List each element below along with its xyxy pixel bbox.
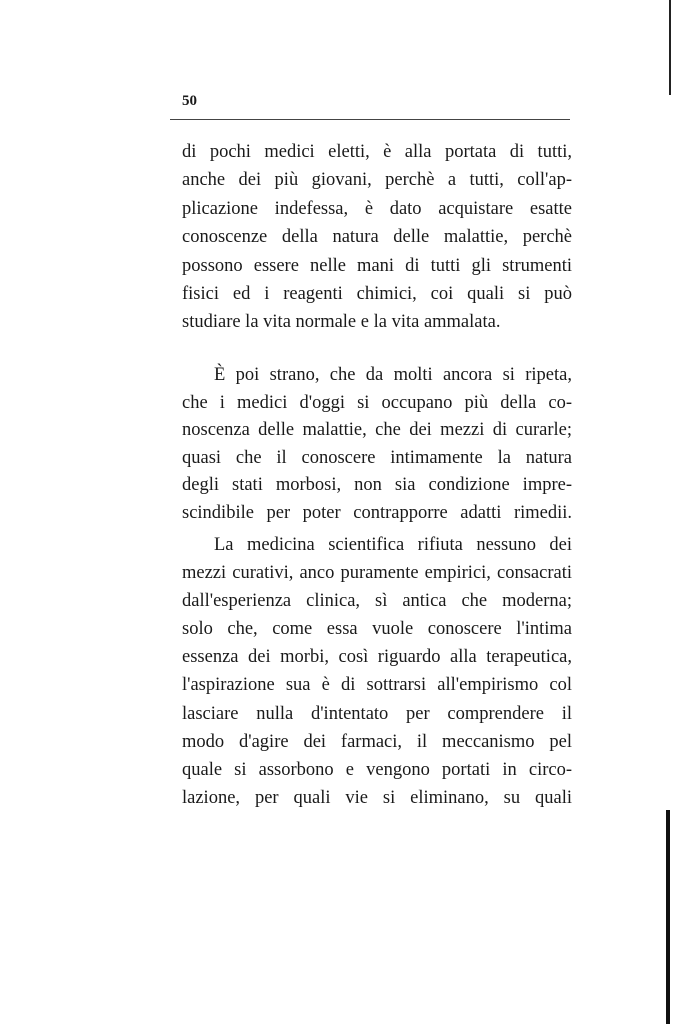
text-line: di pochi medici eletti, è alla portata di tutti, <box>182 142 572 162</box>
text-line: modo d'agire dei farmaci, il meccanismo pel <box>182 731 572 752</box>
text-line: plicazione indefessa, è dato acquistare esatte <box>182 198 572 219</box>
text-line: degli stati morbosi, non sia condizione impre- <box>182 475 572 496</box>
text-line: mezzi curativi, anco puramente empirici, consacrati <box>182 563 572 584</box>
text-line: che i medici d'oggi si occupano più della co- <box>182 392 572 413</box>
text-line: fisici ed i reagenti chimici, coi quali si può <box>182 283 572 304</box>
text-line: conoscenze della natura delle malattie, perchè <box>182 227 572 248</box>
text-line: È poi strano, che da molti ancora si ripeta, <box>214 365 572 385</box>
header-rule <box>170 119 570 120</box>
text-line: possono essere nelle mani di tutti gli strumenti <box>182 255 572 276</box>
page-edge-line <box>669 0 671 95</box>
text-line: La medicina scientifica rifiuta nessuno dei <box>214 535 572 555</box>
text-line: lazione, per quali vie si eliminano, su quali <box>182 787 572 808</box>
text-line: lasciare nulla d'intentato per comprendere il <box>182 703 572 724</box>
paragraph <box>182 362 572 528</box>
text-line: l'aspirazione sua è di sottrarsi all'empirismo col <box>182 675 572 696</box>
paragraph <box>182 531 572 812</box>
text-line: anche dei più giovani, perchè a tutti, coll'ap- <box>182 170 572 191</box>
text-line: studiare la vita normale e la vita ammalata. <box>182 312 501 333</box>
text-line: quale si assorbono e vengono portati in circo- <box>182 759 572 780</box>
text-line: noscenza delle malattie, che dei mezzi di curarle; <box>182 420 572 441</box>
text-line: essenza dei morbi, così riguardo alla terapeutica, <box>182 647 572 668</box>
page-edge-line <box>666 810 670 1024</box>
text-line: quasi che il conoscere intimamente la natura <box>182 447 572 468</box>
text-line: solo che, come essa vuole conoscere l'intima <box>182 619 572 640</box>
page-number: 50 <box>182 93 197 109</box>
text-line: dall'esperienza clinica, sì antica che moderna; <box>182 591 572 612</box>
text-line: scindibile per poter contrapporre adatti rimedii. <box>182 502 572 523</box>
paragraph <box>182 138 572 337</box>
